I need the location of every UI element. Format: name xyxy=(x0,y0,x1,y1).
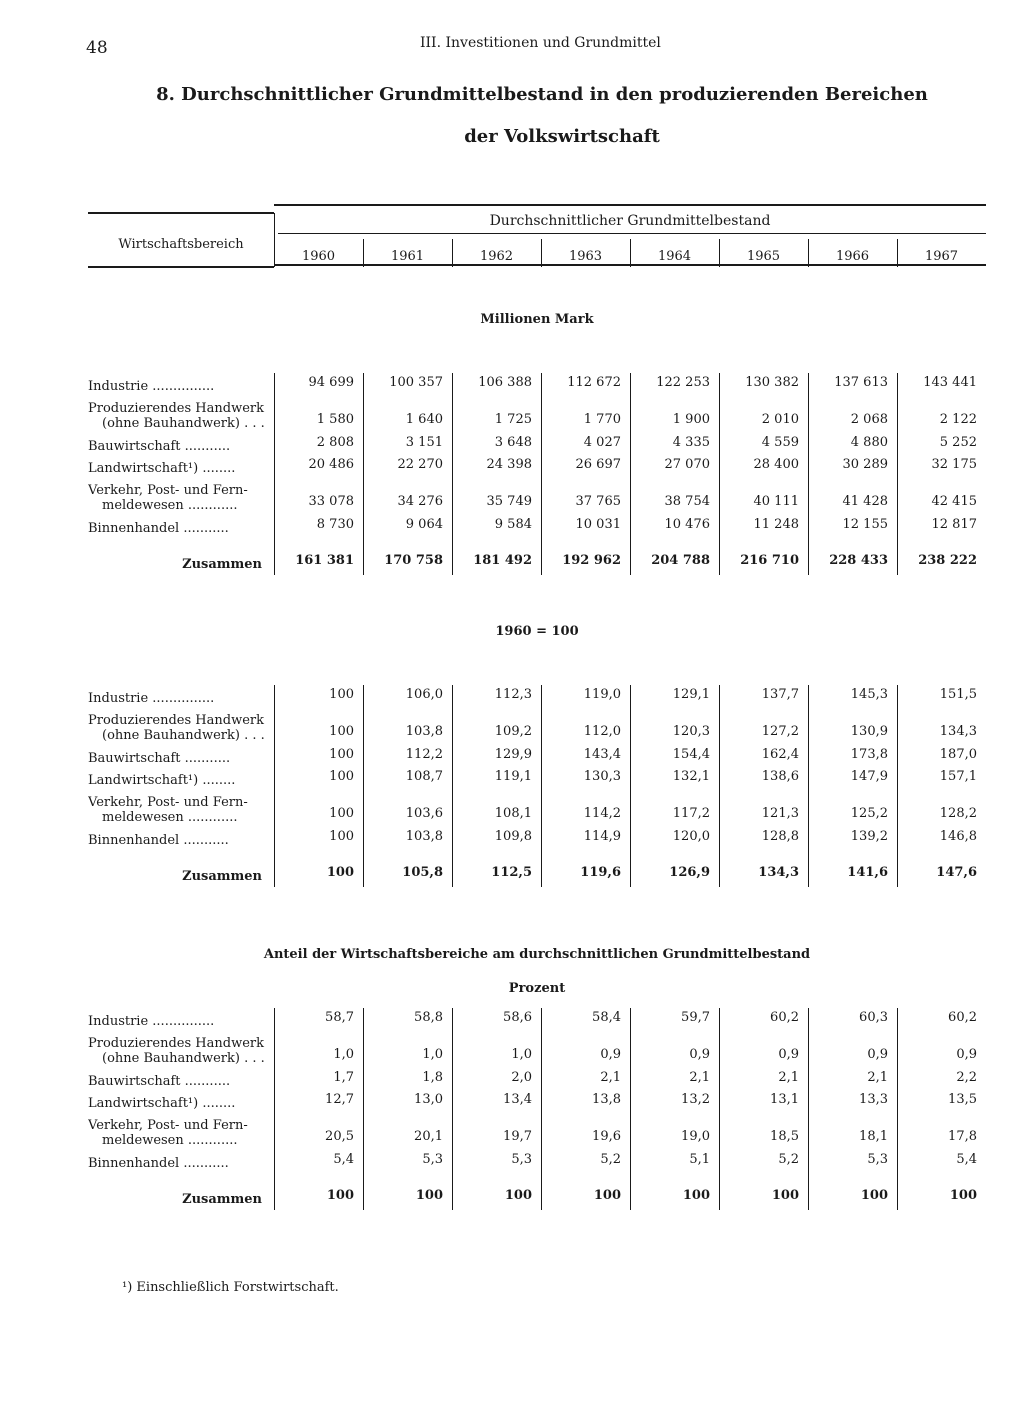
row-label-line-2: (ohne Bauhandwerk) . . . xyxy=(102,728,265,743)
table-cell: 1 900 xyxy=(672,412,710,427)
row-label-line: Binnenhandel ........... xyxy=(88,521,229,536)
column-rule xyxy=(897,373,898,575)
section-caption-2: 1960 = 100 xyxy=(495,624,579,639)
header-year-separator xyxy=(541,239,542,267)
table-cell: 1 770 xyxy=(583,412,621,427)
total-cell: 100 xyxy=(771,1188,799,1203)
table-cell: 2,0 xyxy=(511,1070,532,1085)
row-label-line: Industrie ............... xyxy=(88,1014,215,1029)
table-cell: 18,5 xyxy=(770,1129,799,1144)
total-cell: 228 433 xyxy=(829,553,888,568)
header-year-separator xyxy=(452,239,453,267)
table-cell: 4 880 xyxy=(850,435,888,450)
table-cell: 20,5 xyxy=(325,1129,354,1144)
table-cell: 2 010 xyxy=(761,412,799,427)
row-label-line: Verkehr, Post- und Fern- xyxy=(88,1118,248,1133)
table-cell: 130,9 xyxy=(850,724,888,739)
total-cell: 147,6 xyxy=(936,865,977,880)
table-cell: 120,0 xyxy=(672,829,710,844)
year-header-1963: 1963 xyxy=(568,249,603,264)
column-rule xyxy=(274,685,275,887)
table-cell: 58,7 xyxy=(325,1010,354,1025)
year-header-1962: 1962 xyxy=(479,249,514,264)
header-year-separator xyxy=(630,239,631,267)
header-year-separator xyxy=(719,239,720,267)
column-rule xyxy=(719,685,720,887)
table-cell: 32 175 xyxy=(931,457,977,472)
column-rule xyxy=(452,1008,453,1210)
table-cell: 59,7 xyxy=(681,1010,710,1025)
table-cell: 0,9 xyxy=(867,1047,888,1062)
column-rule xyxy=(630,373,631,575)
table-cell: 13,3 xyxy=(859,1092,888,1107)
row-label-line: Binnenhandel ........... xyxy=(88,833,229,848)
table-cell: 58,4 xyxy=(592,1010,621,1025)
row-label-line: Produzierendes Handwerk xyxy=(88,1036,264,1051)
table-cell: 10 031 xyxy=(575,517,621,532)
table-cell: 2,2 xyxy=(956,1070,977,1085)
table-cell: 17,8 xyxy=(948,1129,977,1144)
table-cell: 8 730 xyxy=(316,517,354,532)
table-cell: 157,1 xyxy=(939,769,977,784)
row-label-line: Bauwirtschaft ........... xyxy=(88,439,231,454)
row-label-line: Produzierendes Handwerk xyxy=(88,713,264,728)
row-label xyxy=(88,1118,272,1148)
total-cell: 181 492 xyxy=(473,553,532,568)
year-header-1966: 1966 xyxy=(835,249,870,264)
row-label xyxy=(88,1074,272,1089)
table-cell: 121,3 xyxy=(761,806,799,821)
table-cell: 58,6 xyxy=(503,1010,532,1025)
header-top-rule-right xyxy=(274,204,986,206)
table-cell: 108,7 xyxy=(405,769,443,784)
table-cell: 3 151 xyxy=(405,435,443,450)
table-cell: 145,3 xyxy=(850,687,888,702)
row-label-line: Landwirtschaft¹) ........ xyxy=(88,773,236,788)
table-cell: 2,1 xyxy=(778,1070,799,1085)
table-cell: 109,8 xyxy=(494,829,532,844)
table-cell: 100 xyxy=(329,806,354,821)
total-row-label: Zusammen xyxy=(182,869,262,884)
header-year-separator xyxy=(363,239,364,267)
row-label xyxy=(88,379,272,394)
table-cell: 20 486 xyxy=(308,457,354,472)
table-cell: 122 253 xyxy=(656,375,710,390)
table-cell: 13,1 xyxy=(770,1092,799,1107)
table-cell: 34 276 xyxy=(397,494,443,509)
total-cell: 100 xyxy=(593,1188,621,1203)
table-title-line-1: 8. Durchschnittlicher Grundmittelbestand in den produzierenden Bereichen xyxy=(156,84,928,105)
total-cell: 100 xyxy=(326,1188,354,1203)
table-cell: 13,5 xyxy=(948,1092,977,1107)
table-cell: 2,1 xyxy=(689,1070,710,1085)
table-cell: 138,6 xyxy=(761,769,799,784)
total-cell: 192 962 xyxy=(562,553,621,568)
table-cell: 0,9 xyxy=(689,1047,710,1062)
table-cell: 11 248 xyxy=(753,517,799,532)
row-label xyxy=(88,713,272,743)
table-cell: 5,2 xyxy=(600,1152,621,1167)
table-cell: 127,2 xyxy=(761,724,799,739)
row-label xyxy=(88,1156,272,1171)
total-row-label: Zusammen xyxy=(182,557,262,572)
row-label-line: Produzierendes Handwerk xyxy=(88,401,264,416)
column-group-label: Durchschnittlicher Grundmittelbestand xyxy=(489,213,771,229)
table-cell: 112,2 xyxy=(405,747,443,762)
row-label-line: Verkehr, Post- und Fern- xyxy=(88,483,248,498)
table-cell: 147,9 xyxy=(850,769,888,784)
year-header-1967: 1967 xyxy=(924,249,959,264)
table-cell: 4 027 xyxy=(583,435,621,450)
row-label-line-2: meldewesen ............ xyxy=(102,810,238,825)
column-rule xyxy=(363,685,364,887)
running-head: III. Investitionen und Grundmittel xyxy=(420,35,661,51)
row-label-line: Industrie ............... xyxy=(88,379,215,394)
total-cell: 100 xyxy=(326,865,354,880)
table-cell: 132,1 xyxy=(672,769,710,784)
table-cell: 94 699 xyxy=(308,375,354,390)
table-cell: 106,0 xyxy=(405,687,443,702)
row-label-line: Bauwirtschaft ........... xyxy=(88,1074,231,1089)
table-cell: 1,0 xyxy=(511,1047,532,1062)
column-rule xyxy=(363,1008,364,1210)
table-cell: 60,2 xyxy=(770,1010,799,1025)
table-cell: 100 357 xyxy=(389,375,443,390)
table-cell: 13,4 xyxy=(503,1092,532,1107)
table-cell: 128,2 xyxy=(939,806,977,821)
table-cell: 37 765 xyxy=(575,494,621,509)
table-cell: 33 078 xyxy=(308,494,354,509)
row-label xyxy=(88,461,272,476)
column-rule xyxy=(630,685,631,887)
table-cell: 28 400 xyxy=(753,457,799,472)
table-cell: 143,4 xyxy=(583,747,621,762)
table-cell: 12 155 xyxy=(842,517,888,532)
total-cell: 238 222 xyxy=(918,553,977,568)
table-cell: 2 068 xyxy=(850,412,888,427)
row-label xyxy=(88,401,272,431)
year-header-1960: 1960 xyxy=(301,249,336,264)
table-cell: 58,8 xyxy=(414,1010,443,1025)
table-cell: 117,2 xyxy=(672,806,710,821)
table-cell: 40 111 xyxy=(753,494,799,509)
table-cell: 12 817 xyxy=(931,517,977,532)
table-cell: 146,8 xyxy=(939,829,977,844)
row-label-line: Industrie ............... xyxy=(88,691,215,706)
column-rule xyxy=(808,685,809,887)
table-cell: 13,8 xyxy=(592,1092,621,1107)
table-cell: 26 697 xyxy=(575,457,621,472)
table-cell: 103,6 xyxy=(405,806,443,821)
total-cell: 204 788 xyxy=(651,553,710,568)
table-cell: 154,4 xyxy=(672,747,710,762)
table-cell: 100 xyxy=(329,769,354,784)
table-cell: 9 064 xyxy=(405,517,443,532)
total-cell: 112,5 xyxy=(491,865,532,880)
table-cell: 1,8 xyxy=(422,1070,443,1085)
table-cell: 13,0 xyxy=(414,1092,443,1107)
column-rule xyxy=(897,1008,898,1210)
table-cell: 5,1 xyxy=(689,1152,710,1167)
table-cell: 20,1 xyxy=(414,1129,443,1144)
year-header-1961: 1961 xyxy=(390,249,425,264)
table-cell: 13,2 xyxy=(681,1092,710,1107)
total-cell: 161 381 xyxy=(295,553,354,568)
row-label xyxy=(88,751,272,766)
row-label-line-2: (ohne Bauhandwerk) . . . xyxy=(102,1051,265,1066)
section-subcaption-3: Prozent xyxy=(508,981,566,996)
total-cell: 100 xyxy=(682,1188,710,1203)
table-cell: 1 725 xyxy=(494,412,532,427)
table-title-line-2: der Volkswirtschaft xyxy=(464,126,660,147)
table-cell: 5,4 xyxy=(956,1152,977,1167)
table-cell: 1 580 xyxy=(316,412,354,427)
total-cell: 100 xyxy=(949,1188,977,1203)
header-bottom-rule-left xyxy=(88,266,274,268)
total-cell: 134,3 xyxy=(758,865,799,880)
column-rule xyxy=(808,1008,809,1210)
table-cell: 12,7 xyxy=(325,1092,354,1107)
table-cell: 130 382 xyxy=(745,375,799,390)
header-group-rule xyxy=(278,233,986,234)
table-cell: 137,7 xyxy=(761,687,799,702)
total-cell: 216 710 xyxy=(740,553,799,568)
table-cell: 5,2 xyxy=(778,1152,799,1167)
table-cell: 4 335 xyxy=(672,435,710,450)
row-label xyxy=(88,439,272,454)
row-label-line: Binnenhandel ........... xyxy=(88,1156,229,1171)
header-top-rule-left xyxy=(88,212,274,214)
table-cell: 125,2 xyxy=(850,806,888,821)
column-rule xyxy=(808,373,809,575)
table-cell: 0,9 xyxy=(600,1047,621,1062)
table-cell: 5,3 xyxy=(511,1152,532,1167)
table-cell: 19,0 xyxy=(681,1129,710,1144)
table-cell: 24 398 xyxy=(486,457,532,472)
column-rule xyxy=(274,1008,275,1210)
table-cell: 5 252 xyxy=(939,435,977,450)
row-label xyxy=(88,1096,272,1111)
column-rule xyxy=(274,373,275,575)
header-year-separator xyxy=(897,239,898,267)
table-cell: 173,8 xyxy=(850,747,888,762)
row-label-line: Landwirtschaft¹) ........ xyxy=(88,461,236,476)
table-cell: 114,2 xyxy=(583,806,621,821)
table-cell: 38 754 xyxy=(664,494,710,509)
row-label-line: Bauwirtschaft ........... xyxy=(88,751,231,766)
table-cell: 18,1 xyxy=(859,1129,888,1144)
table-cell: 100 xyxy=(329,747,354,762)
table-cell: 143 441 xyxy=(923,375,977,390)
table-cell: 112,0 xyxy=(583,724,621,739)
table-cell: 60,2 xyxy=(948,1010,977,1025)
column-rule xyxy=(541,685,542,887)
row-label xyxy=(88,795,272,825)
total-cell: 100 xyxy=(504,1188,532,1203)
row-label xyxy=(88,773,272,788)
column-rule xyxy=(630,1008,631,1210)
row-label xyxy=(88,483,272,513)
table-cell: 114,9 xyxy=(583,829,621,844)
table-cell: 5,4 xyxy=(333,1152,354,1167)
table-cell: 9 584 xyxy=(494,517,532,532)
header-year-separator xyxy=(808,239,809,267)
row-label-line: Verkehr, Post- und Fern- xyxy=(88,795,248,810)
table-cell: 151,5 xyxy=(939,687,977,702)
table-cell: 139,2 xyxy=(850,829,888,844)
table-cell: 100 xyxy=(329,724,354,739)
table-cell: 3 648 xyxy=(494,435,532,450)
table-cell: 103,8 xyxy=(405,724,443,739)
table-cell: 1,7 xyxy=(333,1070,354,1085)
row-label-line-2: (ohne Bauhandwerk) . . . xyxy=(102,416,265,431)
table-cell: 22 270 xyxy=(397,457,443,472)
table-cell: 106 388 xyxy=(478,375,532,390)
table-cell: 109,2 xyxy=(494,724,532,739)
table-cell: 119,0 xyxy=(583,687,621,702)
table-cell: 19,7 xyxy=(503,1129,532,1144)
table-cell: 129,1 xyxy=(672,687,710,702)
table-cell: 137 613 xyxy=(834,375,888,390)
table-cell: 10 476 xyxy=(664,517,710,532)
row-label xyxy=(88,1036,272,1066)
column-rule xyxy=(541,1008,542,1210)
table-cell: 187,0 xyxy=(939,747,977,762)
row-label xyxy=(88,691,272,706)
table-cell: 4 559 xyxy=(761,435,799,450)
row-header-label: Wirtschaftsbereich xyxy=(118,237,244,252)
column-rule xyxy=(452,685,453,887)
total-cell: 105,8 xyxy=(402,865,443,880)
table-cell: 5,3 xyxy=(867,1152,888,1167)
row-label-line-2: meldewesen ............ xyxy=(102,1133,238,1148)
table-cell: 108,1 xyxy=(494,806,532,821)
year-header-1965: 1965 xyxy=(746,249,781,264)
table-cell: 60,3 xyxy=(859,1010,888,1025)
table-cell: 35 749 xyxy=(486,494,532,509)
table-cell: 0,9 xyxy=(778,1047,799,1062)
total-cell: 141,6 xyxy=(847,865,888,880)
row-label-line: Landwirtschaft¹) ........ xyxy=(88,1096,236,1111)
table-cell: 41 428 xyxy=(842,494,888,509)
year-header-1964: 1964 xyxy=(657,249,692,264)
table-cell: 130,3 xyxy=(583,769,621,784)
table-cell: 112,3 xyxy=(494,687,532,702)
table-cell: 42 415 xyxy=(931,494,977,509)
table-cell: 2,1 xyxy=(600,1070,621,1085)
table-cell: 100 xyxy=(329,687,354,702)
total-cell: 100 xyxy=(415,1188,443,1203)
section-caption-1: Millionen Mark xyxy=(480,312,594,327)
column-rule xyxy=(897,685,898,887)
row-label xyxy=(88,521,272,536)
table-cell: 1 640 xyxy=(405,412,443,427)
total-cell: 119,6 xyxy=(580,865,621,880)
section-caption-3: Anteil der Wirtschaftsbereiche am durchschnittlichen Grundmittelbestand xyxy=(263,947,811,962)
total-row-label: Zusammen xyxy=(182,1192,262,1207)
total-cell: 126,9 xyxy=(669,865,710,880)
footnote: ¹) Einschließlich Forstwirtschaft. xyxy=(122,1280,339,1295)
table-cell: 1,0 xyxy=(422,1047,443,1062)
table-cell: 112 672 xyxy=(567,375,621,390)
table-cell: 162,4 xyxy=(761,747,799,762)
table-cell: 2 122 xyxy=(939,412,977,427)
total-cell: 170 758 xyxy=(384,553,443,568)
row-label xyxy=(88,833,272,848)
table-cell: 2 808 xyxy=(316,435,354,450)
table-cell: 2,1 xyxy=(867,1070,888,1085)
table-cell: 100 xyxy=(329,829,354,844)
table-cell: 30 289 xyxy=(842,457,888,472)
table-cell: 119,1 xyxy=(494,769,532,784)
column-rule xyxy=(452,373,453,575)
column-rule xyxy=(541,373,542,575)
page-number: 48 xyxy=(86,38,108,58)
table-cell: 27 070 xyxy=(664,457,710,472)
column-rule xyxy=(719,373,720,575)
table-cell: 1,0 xyxy=(333,1047,354,1062)
column-rule xyxy=(719,1008,720,1210)
table-cell: 5,3 xyxy=(422,1152,443,1167)
column-rule xyxy=(363,373,364,575)
row-label xyxy=(88,1014,272,1029)
table-cell: 19,6 xyxy=(592,1129,621,1144)
table-cell: 103,8 xyxy=(405,829,443,844)
total-cell: 100 xyxy=(860,1188,888,1203)
table-cell: 128,8 xyxy=(761,829,799,844)
table-cell: 0,9 xyxy=(956,1047,977,1062)
table-cell: 134,3 xyxy=(939,724,977,739)
table-cell: 129,9 xyxy=(494,747,532,762)
row-label-line-2: meldewesen ............ xyxy=(102,498,238,513)
table-cell: 120,3 xyxy=(672,724,710,739)
